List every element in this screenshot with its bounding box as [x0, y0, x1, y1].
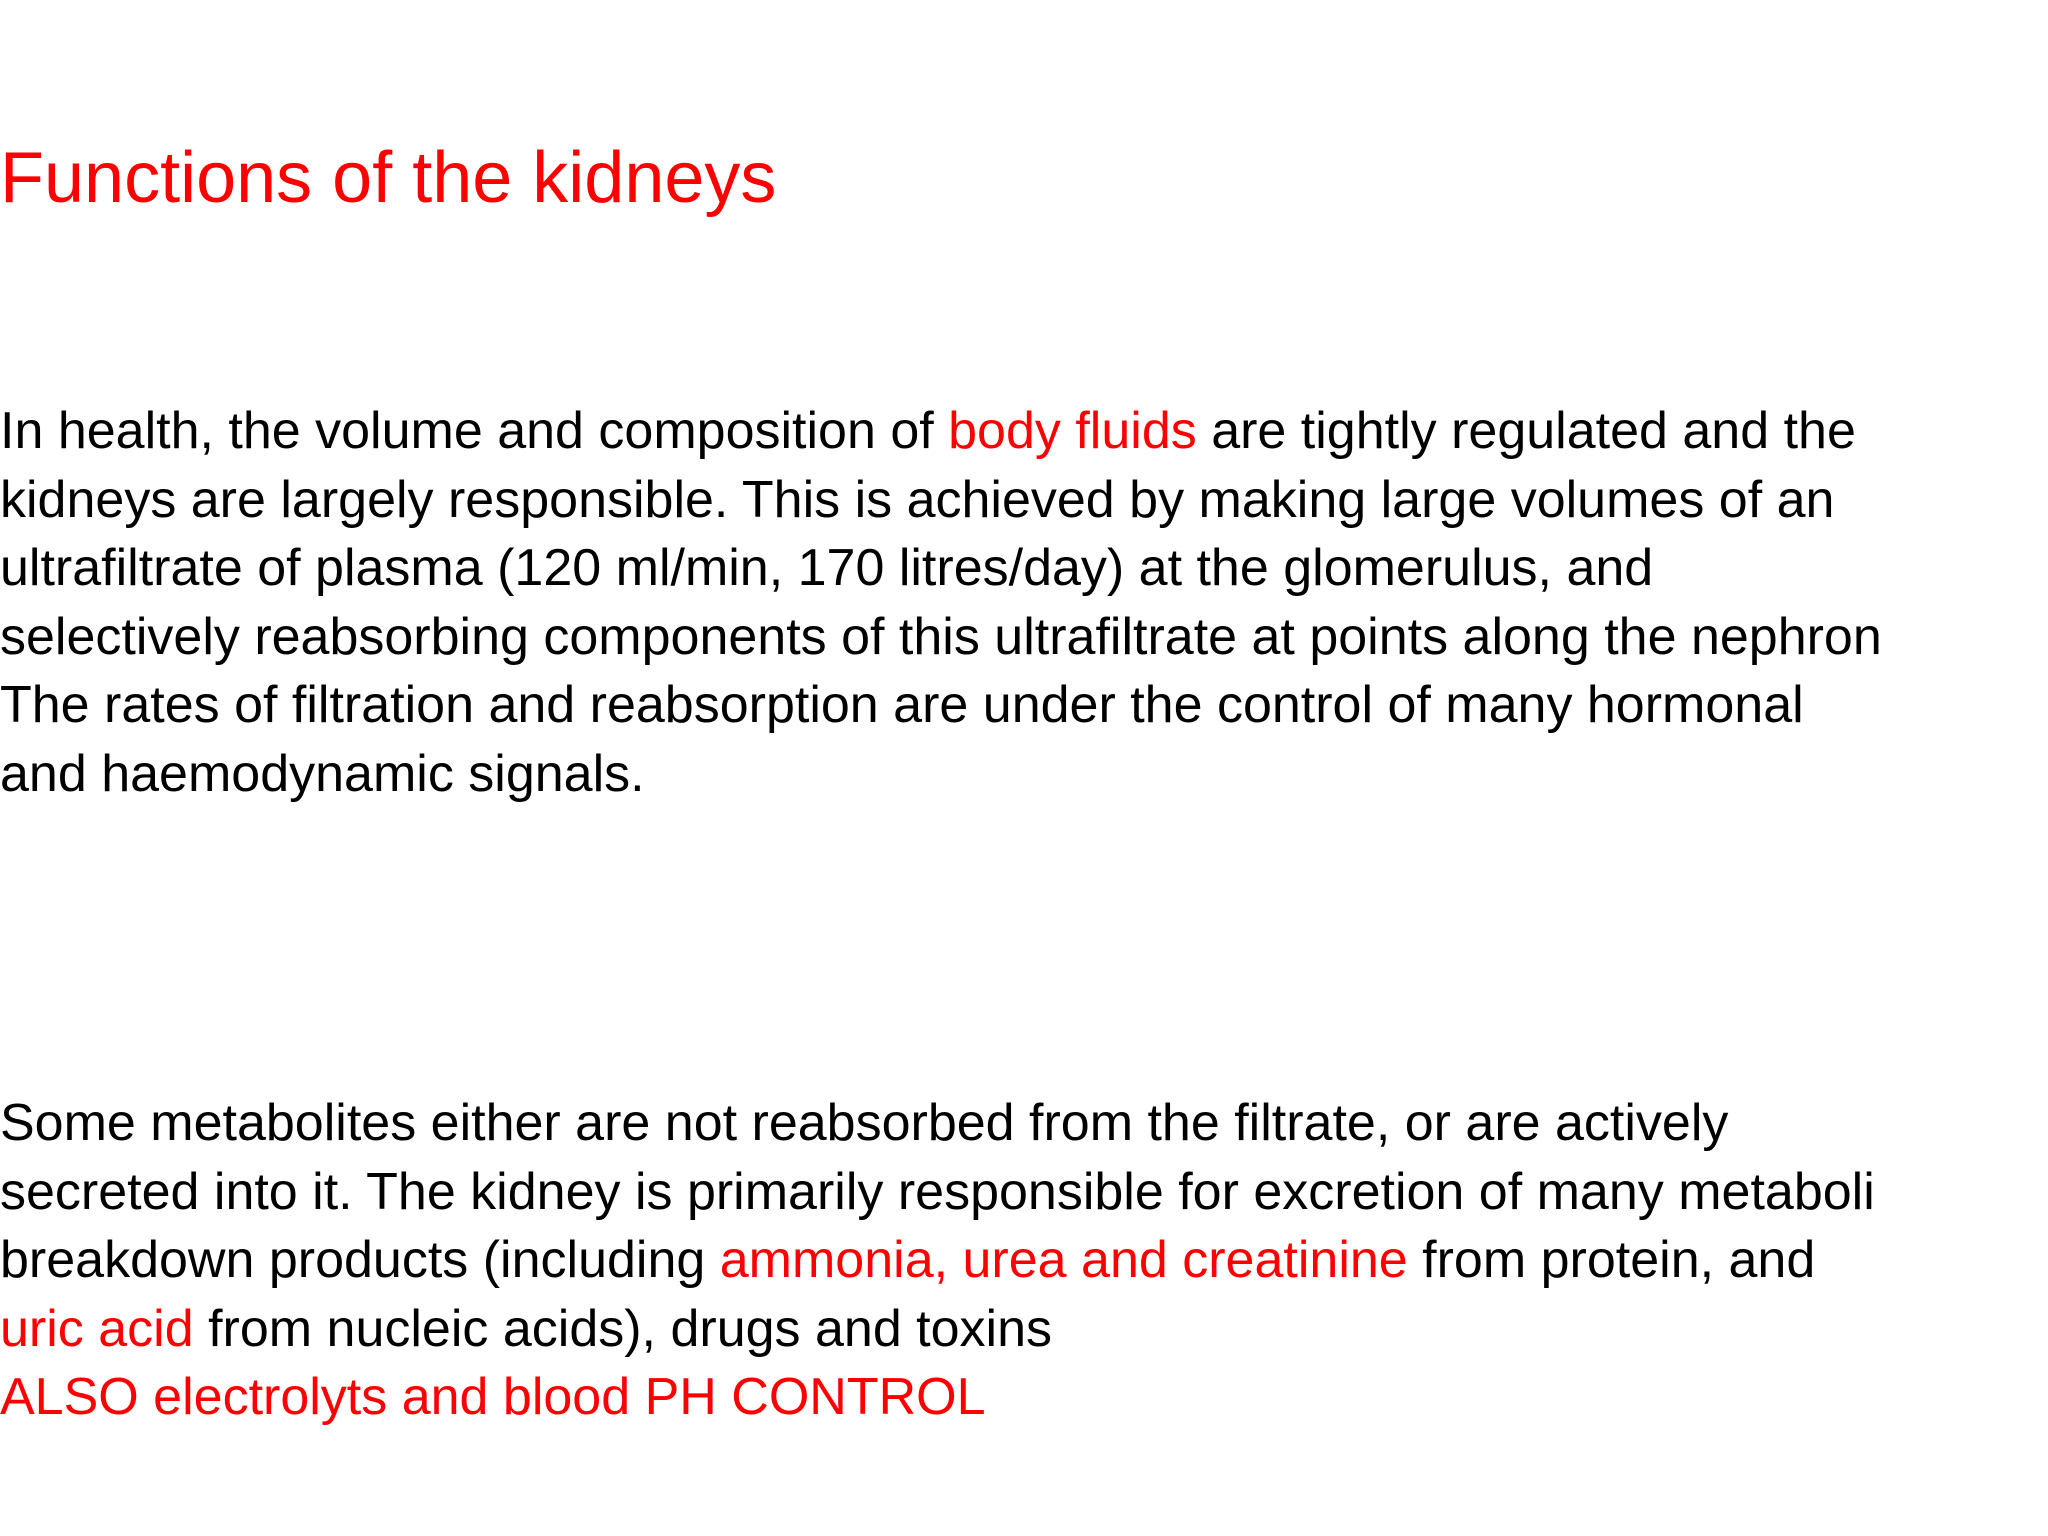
paragraph-line: kidneys are largely responsible. This is achieved by making large volumes of an [0, 470, 1835, 529]
paragraph-filtration [0, 397, 1882, 808]
paragraph-line: Some metabolites either are not reabsorbed from the filtrate, or are actively [0, 1094, 1729, 1152]
highlight-uric-acid: uric acid [0, 1299, 194, 1358]
paragraph-excretion [0, 1089, 1875, 1432]
paragraph-line [0, 1226, 1875, 1295]
slide-title: Functions of the kidneys [0, 138, 777, 218]
text-segment: from nucleic acids), drugs and toxins [193, 1299, 1053, 1358]
paragraph-line: The rates of filtration and reabsorption are under the control of many hormonal [0, 676, 1804, 734]
paragraph-line: secreted into it. The kidney is primarily responsible for excretion of many metaboli [0, 1162, 1875, 1221]
paragraph-line: selectively reabsorbing components of this ultrafiltrate at points along the nephron [0, 607, 1882, 666]
text-segment: breakdown products (including [0, 1231, 720, 1289]
highlight-electrolytes-line: ALSO electrolyts and blood PH CONTROL [0, 1368, 986, 1426]
highlight-metabolites: ammonia, urea and creatinine [719, 1231, 1408, 1289]
text-segment: In health, the volume and composition of [0, 402, 949, 460]
paragraph-line [0, 1295, 1875, 1364]
paragraph-line: and haemodynamic signals. [0, 744, 645, 803]
paragraph-line: ultrafiltrate of plasma (120 ml/min, 170 litres/day) at the glomerulus, and [0, 539, 1654, 597]
highlight-body-fluids: body fluids [948, 402, 1197, 460]
text-segment: are tightly regulated and the [1196, 402, 1856, 460]
paragraph-line [0, 397, 1882, 466]
text-segment: from protein, and [1407, 1231, 1816, 1289]
